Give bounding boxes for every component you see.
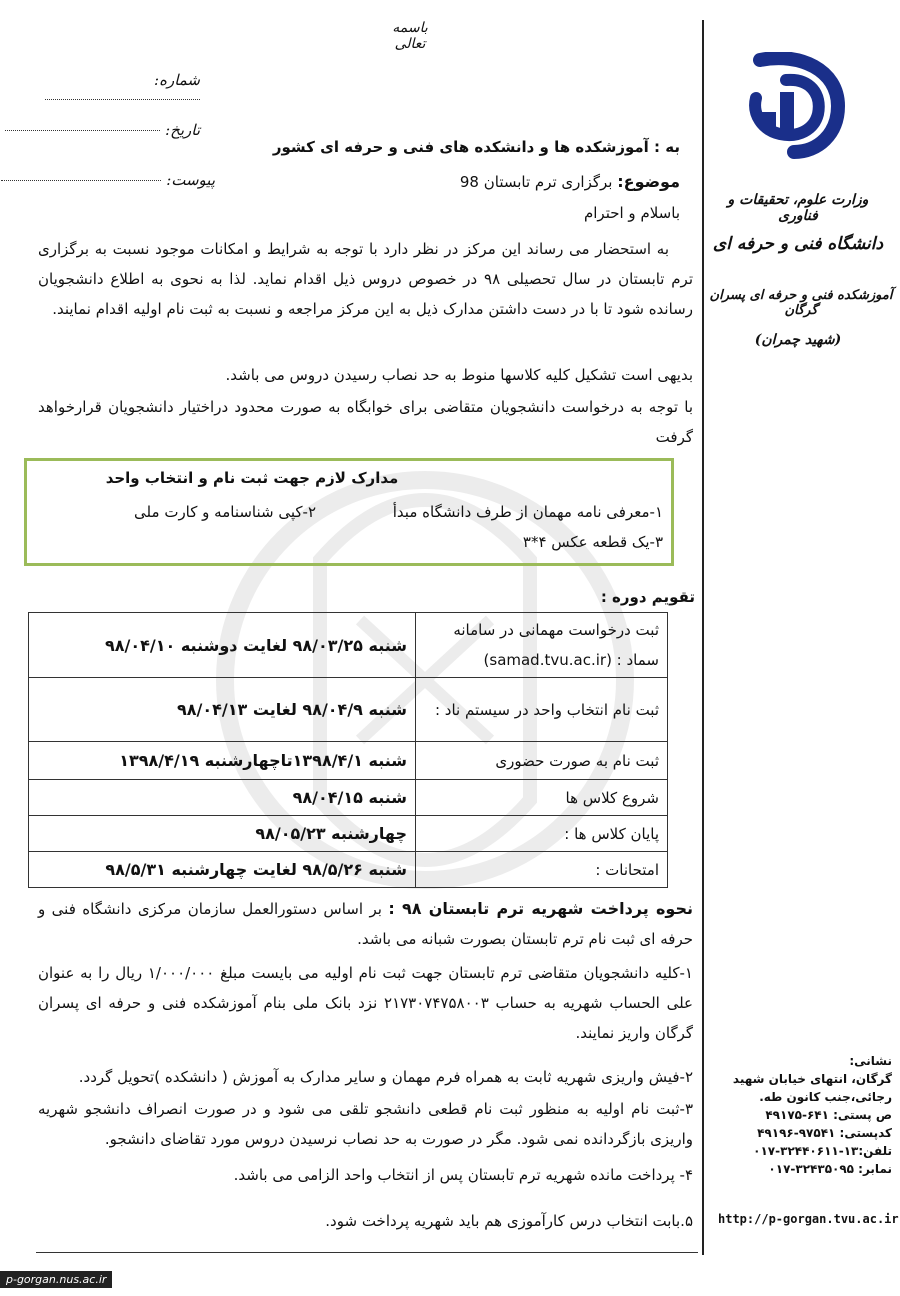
calendar-label: پایان کلاس ها : [416, 816, 668, 852]
table-row [29, 613, 668, 678]
table-row [29, 678, 668, 742]
calendar-value: شنبه ۹۸/۰۴/۹ لغایت ۹۸/۰۴/۱۳ [29, 678, 416, 742]
calendar-label: ثبت نام به صورت حضوری [416, 742, 668, 780]
paragraph-quorum: بدیهی است تشکیل کلیه کلاسها منوط به حد نصاب رسیدن دروس می باشد. [225, 366, 693, 384]
document-item-3: ۳-یک قطعه عکس ۴*۳ [522, 533, 663, 551]
address-block [712, 1052, 892, 1178]
payment-item-3: ۳-ثبت نام اولیه به منظور ثبت نام قطعی دانشجو تلقی می شود و در صورت انصراف دانشجو شهریه واریزی بازگردانده نمی شود. مگر در صورت به حد نصاب نرسیدن دروس مورد تقاضای دانشجو. [38, 1100, 693, 1148]
calendar-label: شروع کلاس ها [416, 780, 668, 816]
greeting: باسلام و احترام [583, 204, 680, 222]
phone-number: تلفن:۱۳-۳۲۴۴۰۶۱۱-۰۱۷ [753, 1144, 892, 1158]
paragraph-intro: به استحضار می رساند این مرکز در نظر دارد با توجه به شرایط و امکانات موجود نسبت به برگزاری ترم تابستان در سال تحصیلی ۹۸ در خصوص دروس ذیل اقدام نماید. لذا به نحوی به اطلاع دانشجویان رسانده شود تا با در دست داشتن مدارک ذیل به این مرکز مراجعه و نسبت به ثبت نام اولیه اقدام نمایند. [38, 240, 694, 318]
calendar-value: شنبه ۹۸/۰۳/۲۵ لغایت دوشنبه ۹۸/۰۴/۱۰ [29, 613, 416, 678]
vertical-divider [702, 20, 704, 1255]
table-row [29, 742, 668, 780]
payment-item-1: ۱-کلیه دانشجویان متقاضی ترم تابستان جهت ثبت نام اولیه می بایست مبلغ ۱/۰۰۰/۰۰۰ ریال را به عنوان علی الحساب شهریه به حساب ۲۱۷۳۰۷۴۷۵۸۰۰۳ نزد بانک ملی بنام آموزشکده فنی و حرفه ای پسران گرگان واریز نمایند. [38, 964, 693, 1042]
required-documents-box [24, 458, 674, 566]
address-line-2: رجائی،جنب کانون طه. [759, 1090, 892, 1104]
payment-item-2: ۲-فیش واریزی شهریه ثابت به همراه فرم مهمان و سایر مدارک به آموزش ( دانشکده )تحویل گردد. [78, 1068, 693, 1086]
table-row [29, 852, 668, 888]
basmala: باسمه تعالی [392, 20, 428, 52]
calendar-label: امتحانات : [416, 852, 668, 888]
calendar-table [28, 612, 668, 888]
attachment-field [0, 170, 215, 189]
letter-subject [230, 172, 680, 191]
paragraph-dormitory: با توجه به درخواست دانشجویان متقاضی برای خوابگاه به صورت محدود دراختیار دانشجویان قرارخواهد گرفت [38, 398, 693, 446]
college-name: آموزشکده فنی و حرفه ای پسران گرگان [709, 288, 893, 318]
college-subtitle: (شهید چمران) [754, 332, 842, 348]
number-label: شماره: [154, 71, 200, 89]
attachment-label: پیوست: [166, 171, 215, 189]
attachment-dots [1, 180, 161, 181]
date-field [0, 120, 200, 139]
table-row [29, 816, 668, 852]
payment-intro-block [38, 894, 693, 954]
calendar-label: ثبت نام انتخاب واحد در سیستم ناد : [416, 678, 668, 742]
number-field [0, 70, 200, 108]
calendar-label: ثبت درخواست مهمانی در سامانه سماد : (samad.tvu.ac.ir) [416, 613, 668, 678]
address-line-1: گرگان، انتهای خیابان شهید [732, 1072, 892, 1086]
date-label: تاریخ: [165, 121, 200, 139]
letter-recipient: به : آموزشکده ها و دانشکده های فنی و حرفه ای کشور [272, 138, 680, 156]
payment-intro: بر اساس دستورالعمل سازمان مرکزی دانشگاه فنی و حرفه ای ثبت نام ترم تابستان بصورت شبانه می باشد. [38, 900, 693, 948]
website-link[interactable]: http://p-gorgan.tvu.ac.ir [718, 1212, 899, 1226]
bottom-divider [36, 1252, 698, 1253]
university-name: دانشگاه فنی و حرفه ای [712, 234, 884, 254]
payment-item-4: ۴- پرداخت مانده شهریه ترم تابستان پس از انتخاب واحد الزامی می باشد. [233, 1166, 693, 1184]
calendar-value: شنبه ۹۸/۵/۲۶ لغایت چهارشنبه ۹۸/۵/۳۱ [29, 852, 416, 888]
source-tag: p-gorgan.nus.ac.ir [0, 1271, 112, 1288]
address-title: نشانی: [849, 1054, 892, 1068]
number-dots [45, 99, 200, 100]
table-row [29, 780, 668, 816]
subject-text: برگزاری ترم تابستان 98 [459, 173, 613, 191]
payment-item-5: ۵.بابت انتخاب درس کارآموزی هم باید شهریه پرداخت شود. [325, 1212, 693, 1230]
po-box: ص پستی: ۶۴۱-۴۹۱۷۵ [765, 1108, 892, 1122]
calendar-value: شنبه ۱۳۹۸/۴/۱تاچهارشنبه ۱۳۹۸/۴/۱۹ [29, 742, 416, 780]
calendar-value: شنبه ۹۸/۰۴/۱۵ [29, 780, 416, 816]
document-item-2: ۲-کپی شناسنامه و کارت ملی [134, 503, 316, 521]
document-item-1: ۱-معرفی نامه مهمان از طرف دانشگاه مبدأ [392, 503, 663, 521]
payment-title: نحوه پرداخت شهریه ترم تابستان ۹۸ : [388, 899, 694, 918]
subject-label: موضوع: [617, 172, 680, 191]
ministry-name: وزارت علوم، تحقیقات و فناوری [727, 192, 869, 224]
calendar-title: تقویم دوره : [600, 588, 695, 606]
calendar-value: چهارشنبه ۹۸/۰۵/۲۳ [29, 816, 416, 852]
postal-code: کدپستی: ۹۷۵۴۱-۴۹۱۹۶ [757, 1126, 892, 1140]
documents-title: مدارک لازم جهت ثبت نام و انتخاب واحد [105, 469, 399, 487]
university-logo-icon [740, 52, 850, 162]
fax-number: نمابر: ۳۲۴۳۵۰۹۵-۰۱۷ [768, 1162, 892, 1176]
date-dots [5, 130, 160, 131]
